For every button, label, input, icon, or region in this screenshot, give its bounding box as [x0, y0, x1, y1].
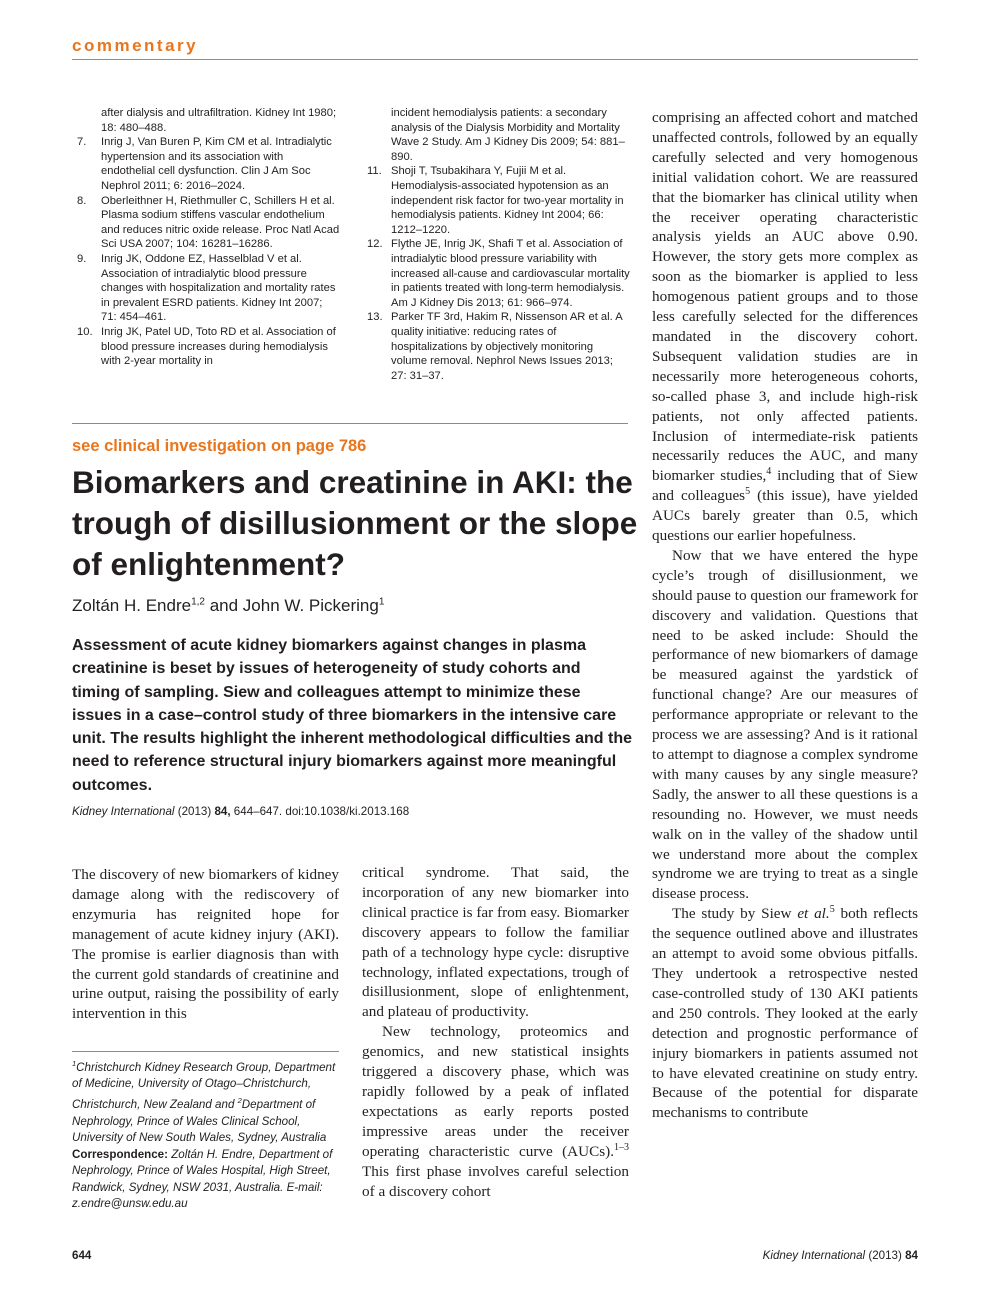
- body-paragraph-3-text-end: This first phase involves careful selection of a discovery cohort: [362, 1162, 629, 1200]
- reference-item: [362, 310, 630, 383]
- reference-text: Shoji T, Tsubakihara Y, Fujii M et al. Hemodialysis-associated hypotension as an independent risk factor for two-year mortality in hemodialysis patients. Kidney Int 2004; 66: 1212–1220.: [391, 165, 624, 236]
- footer-journal: [763, 1249, 918, 1262]
- references-column-2: [362, 106, 630, 383]
- reference-number: 9.: [77, 252, 87, 265]
- body-paragraph-4-text-mid: including that of Siew and colleagues: [652, 467, 918, 505]
- reference-marker[interactable]: 5: [745, 486, 751, 498]
- references-column-1: [72, 106, 340, 369]
- reference-marker[interactable]: 5: [829, 904, 835, 916]
- reference-text: Inrig JK, Oddone EZ, Hasselblad V et al. Association of intradialytic blood pressure changes with hospitalization and mortality rates in prevalent ESRD patients. Kidney Int 2007; 71: 454–461.: [101, 252, 336, 324]
- reference-text: after dialysis and ultrafiltration. Kidney Int 1980; 18: 480–488.: [101, 107, 337, 134]
- affiliation-divider: [72, 1051, 339, 1052]
- reference-item: [362, 164, 630, 237]
- affiliation-sup-1: 1: [72, 1059, 77, 1068]
- article-title: Biomarkers and creatinine in AKI: the trough of disillusionment or the slope of enlightenment?: [72, 464, 638, 582]
- body-paragraph-4-text: comprising an affected cohort and matched unaffected controls, followed by an equally carefully selected and very homogenous initial validation cohort. We are reassured that the biomarker has clinical utility when the receiver operating characteristic analysis yields an AUC above 0.90. However, the story gets more complex as soon as the biomarker is applied to less homogenous patient groups and to those less carefully selected for the differences mandated in the discovery cohort. Subsequent validation studies are in necessarily more heterogeneous cohorts, so-called phase 3, and include high-risk patients, not only affected patients. Inclusion of intermediate-risk patients necessarily reduces the AUC, and many biomarker studies,: [652, 109, 918, 485]
- references-divider: [72, 423, 628, 424]
- footer-journal-name: Kidney International: [762, 1249, 866, 1262]
- body-paragraph-6-text: The study by Siew: [672, 905, 798, 923]
- section-label: commentary: [72, 36, 199, 55]
- reference-item: [72, 194, 340, 252]
- citation-pages-doi[interactable]: 644–647. doi:10.1038/ki.2013.168: [230, 805, 410, 818]
- reference-item: [362, 106, 630, 164]
- reference-text: Inrig JK, Patel UD, Toto RD et al. Association of blood pressure increases during hemodialysis with 2-year mortality in: [101, 325, 336, 368]
- body-paragraph-1: The discovery of new biomarkers of kidney damage along with the rediscovery of enzymuria has reignited hope for management of acute kidney injury (AKI). The promise is earlier diagnosis than with the current gold standards of creatinine and urine output, raising the possibility of early intervention in this: [72, 866, 339, 1023]
- header-rule: [72, 59, 918, 60]
- see-clinical-link[interactable]: see clinical investigation on page 786: [72, 437, 367, 455]
- body-paragraph-3: [362, 1022, 629, 1201]
- reference-text: Inrig J, Van Buren P, Kim CM et al. Intradialytic hypertension and its association with endothelial cell dysfunction. Clin J Am Soc Nephrol 2011; 6: 2016–2024.: [101, 136, 332, 192]
- citation-volume: 84,: [214, 805, 231, 818]
- affiliation-block: [72, 1056, 342, 1213]
- reference-marker[interactable]: 1–3: [614, 1141, 629, 1153]
- abstract: Assessment of acute kidney biomarkers against changes in plasma creatinine is beset by issues of heterogeneity of study cohorts and timing of sampling. Siew and colleagues attempt to minimize these issues in a case–control study of three biomarkers in the intensive care unit. The results highlight the inherent methodological difficulties and the need to reference structural injury biomarkers against more meaningful outcomes.: [72, 637, 633, 794]
- body-paragraph-6: [652, 904, 918, 1123]
- reference-number: 12.: [367, 238, 383, 251]
- affiliation-2: Department of Nephrology, Prince of Wales Clinical School, University of New South Wales, Sydney, Australia: [72, 1097, 327, 1145]
- correspondence[interactable]: Zoltán H. Endre, Department of Nephrology, Prince of Wales Hospital, High Street, Randwick, Sydney, NSW 2031, Australia. E-mail: z.endre@unsw.edu.au: [72, 1147, 333, 1211]
- body-paragraph-3-text: New technology, proteomics and genomics, and new statistical insights triggered a discovery phase, which was rapidly followed by a peak of inflated expectations as early reports posted impressive areas under the receiver operating characteristic curve (AUCs).: [362, 1023, 629, 1160]
- citation-journal: Kidney International: [72, 805, 175, 818]
- footer-volume: 84: [905, 1249, 918, 1262]
- body-paragraph-2: critical syndrome. That said, the incorporation of any new biomarker into clinical practice is far from easy. Biomarker discovery appears to follow the familiar path of a technology hype cycle: disruptive technology, inflated expectations, trough of disillusionment, slope of enlightenment, and plateau of productivity.: [362, 864, 629, 1021]
- reference-marker[interactable]: 4: [766, 466, 772, 478]
- author-2: John W. Pickering: [242, 596, 379, 615]
- reference-item: [72, 135, 340, 193]
- body-paragraph-4-text-end: (this issue), have yielded AUCs barely greater than 0.5, which questions our earlier hopefulness.: [652, 487, 918, 545]
- reference-item: [72, 252, 340, 325]
- footer-year: (2013): [865, 1249, 906, 1262]
- reference-text: Parker TF 3rd, Hakim R, Nissenson AR et al. A quality initiative: reducing rates of hospitalizations by objectively monitoring volume removal. Nephrol News Issues 2013; 27: 31–37.: [391, 311, 623, 382]
- author-1: Zoltán H. Endre: [72, 596, 192, 615]
- body-paragraph-5: Now that we have entered the hype cycle’s trough of disillusionment, we should pause to question our framework for discovery and validation. Questions that need to be asked include: Should the performance of new biomarkers of damage be measured against the yardstick of functional change? Are our measures of performance appropriate or relevant to the process we are assessing? And is it rational to attempt to diagnose a complex syndrome with many causes by any single measure? Sadly, the answer to all these questions is a resounding no. However, we must needs walk on in the valley of the shadow until we understand more about the complex syndrome we are trying to treat as a single disease process.: [652, 546, 918, 903]
- citation-year: (2013): [174, 805, 215, 818]
- reference-number: 7.: [77, 136, 87, 149]
- author-2-affiliation: 1: [378, 596, 385, 608]
- reference-item: [362, 237, 630, 310]
- author-conjunction: and: [204, 596, 243, 615]
- reference-number: 11.: [367, 165, 382, 178]
- author-1-affiliation: 1,2: [191, 596, 205, 608]
- reference-number: 13.: [367, 311, 383, 324]
- et-al: et al.: [797, 905, 830, 923]
- reference-text: incident hemodialysis patients: a secondary analysis of the Dialysis Morbidity and Mortality Wave 2 Study. Am J Kidney Dis 2009; 54: 881–890.: [391, 107, 625, 163]
- body-column-right: [652, 108, 918, 1123]
- correspondence-label: Correspondence:: [72, 1147, 168, 1161]
- reference-item: [72, 325, 340, 369]
- reference-number: 8.: [77, 194, 87, 207]
- citation: [72, 805, 409, 818]
- page-number: 644: [72, 1249, 92, 1262]
- reference-item: [72, 106, 340, 135]
- reference-text: Oberleithner H, Riethmuller C, Schillers H et al. Plasma sodium stiffens vascular endothelium and reduces nitric oxide release. Proc Natl Acad Sci USA 2007; 104: 16281–16286.: [101, 194, 340, 251]
- body-paragraph-4: [652, 108, 918, 546]
- authors: [72, 596, 384, 616]
- affiliation-1: Christchurch Kidney Research Group, Department of Medicine, University of Otago–Christchurch, Christchurch, New Zealand and: [72, 1060, 336, 1111]
- body-paragraph-6-text-end: both reflects the sequence outlined above and illustrates an attempt to avoid some obvious pitfalls. They undertook a retrospective nested case-controlled study of 130 AKI patients and 250 controls. They looked at the early detection and prognostic performance of injury biomarkers in patients assumed not to have elevated creatinine on study entry. Because of the potential for disparate mechanisms to contribute: [652, 905, 918, 1122]
- body-column-left: [72, 865, 339, 1024]
- reference-number: 10.: [77, 325, 93, 338]
- reference-text: Flythe JE, Inrig JK, Shafi T et al. Association of intradialytic blood pressure variability with increased all-cause and cardiovascular mortality in patients treated with long-term hemodialysis. Am J Kidney Dis 2013; 61: 966–974.: [391, 238, 630, 309]
- body-column-middle: [362, 863, 629, 1201]
- affiliation-sup-2: 2: [237, 1096, 242, 1106]
